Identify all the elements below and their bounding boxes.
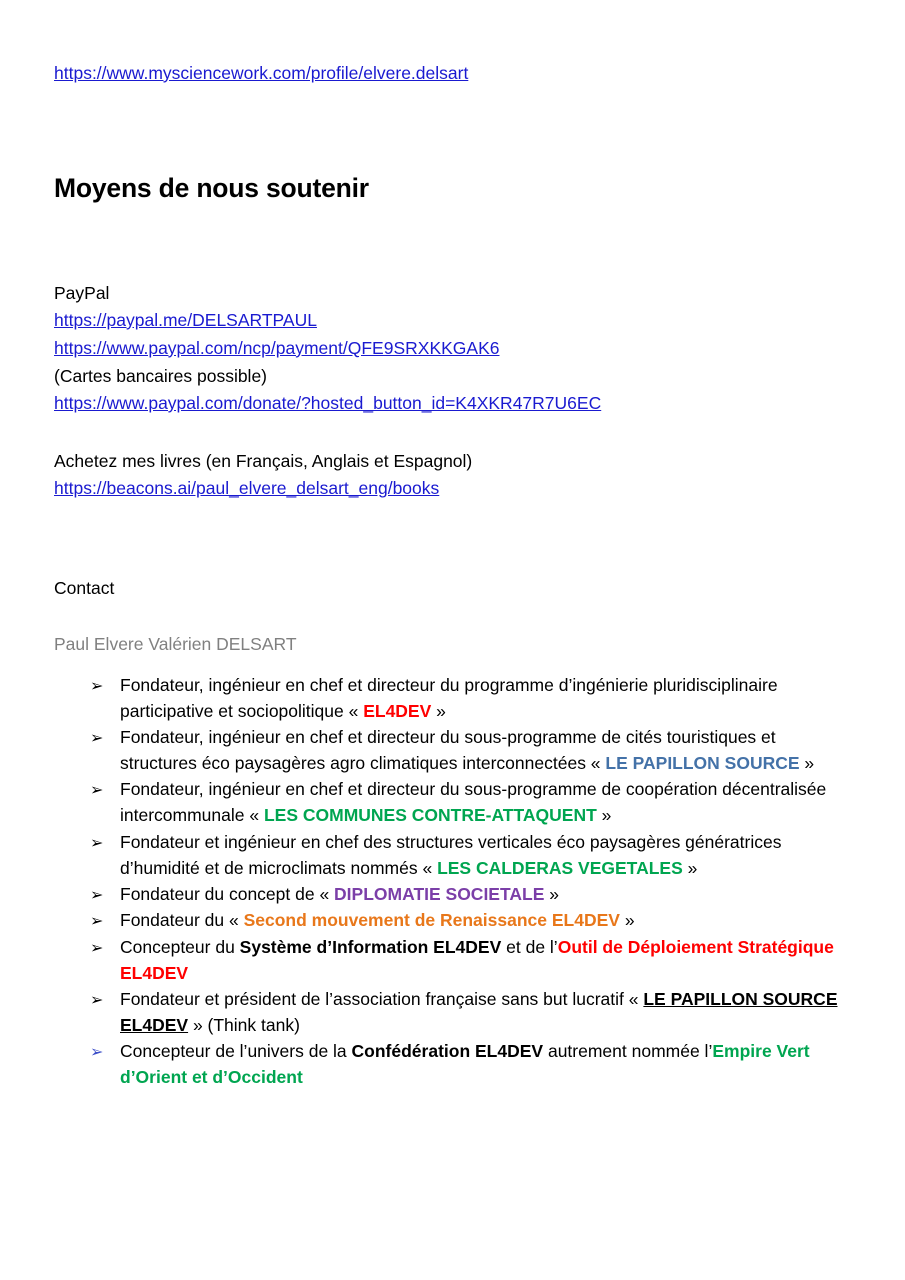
arrow-bullet-icon: ➢ [90, 780, 104, 800]
role-text-segment: Fondateur du concept de « [120, 883, 335, 904]
role-item-text [120, 779, 826, 825]
role-text-segment: Concepteur du [120, 936, 240, 957]
role-text-segment: LES CALDERAS VEGETALES [437, 857, 683, 878]
page-title: Moyens de nous soutenir [54, 172, 369, 203]
role-text-segment: Concepteur de l’univers de la [120, 1041, 352, 1062]
paypal-ncp-payment-link[interactable]: https://www.paypal.com/ncp/payment/QFE9SRXKKGAK6 [54, 337, 500, 358]
role-list-item [90, 725, 851, 777]
role-text-segment: » [682, 857, 698, 878]
role-text-segment: Outil de Déploiement Stratégique EL4DEV [120, 936, 834, 983]
arrow-bullet-icon: ➢ [90, 832, 104, 852]
role-text-segment: Fondateur et président de l’association française sans but lucratif « [120, 989, 644, 1010]
contact-heading: Contact [54, 578, 115, 599]
arrow-bullet-icon: ➢ [90, 728, 104, 748]
arrow-bullet-icon: ➢ [90, 937, 104, 957]
role-list-item [90, 830, 851, 882]
role-text-segment: Empire Vert d’Orient et d’Occident [120, 1041, 810, 1088]
page-title-wrap [54, 173, 851, 204]
contact-name: Paul Elvere Valérien DELSART [54, 633, 297, 654]
arrow-bullet-icon: ➢ [90, 911, 104, 931]
role-list-item [90, 1039, 851, 1091]
role-list-item [90, 935, 851, 987]
role-text-segment: » [619, 910, 635, 931]
books-label: Achetez mes livres (en Français, Anglais et Espagnol) [54, 451, 473, 472]
role-text-segment: LE PAPILLON SOURCE EL4DEV [120, 989, 838, 1035]
profile-link-block [54, 60, 851, 87]
role-text-segment: » (Think tank) [188, 1014, 300, 1035]
paypal-label: PayPal [54, 282, 110, 303]
books-link-line [54, 475, 851, 503]
role-text-segment: LE PAPILLON SOURCE [605, 753, 800, 774]
role-item-text [120, 937, 834, 983]
role-list-item [90, 777, 851, 829]
role-text-segment: » [431, 700, 446, 721]
role-text-segment: Fondateur du « [120, 910, 244, 931]
role-text-segment: EL4DEV [363, 700, 432, 721]
arrow-bullet-icon: ➢ [90, 990, 104, 1010]
paypal-me-link[interactable]: https://paypal.me/DELSARTPAUL [54, 309, 317, 330]
roles-list [54, 673, 851, 1091]
role-list-item [90, 673, 851, 725]
role-text-segment: » [596, 805, 612, 826]
role-text-segment: Fondateur, ingénieur en chef et directeur du sous-programme de cités touristiques et structures éco paysagères agro climatiques interconnectées « [120, 727, 776, 774]
role-item-text [120, 910, 635, 930]
role-item-text [120, 675, 778, 721]
cards-note: (Cartes bancaires possible) [54, 365, 268, 386]
books-block [54, 448, 851, 503]
role-item-text [120, 832, 781, 878]
arrow-bullet-icon: ➢ [90, 1042, 104, 1062]
paypal-donate-line [54, 390, 851, 418]
role-text-segment: Confédération EL4DEV [351, 1041, 544, 1062]
role-text-segment: DIPLOMATIE SOCIETALE [334, 883, 545, 904]
paypal-ncp-line [54, 335, 851, 363]
role-text-segment: Fondateur, ingénieur en chef et directeur du programme d’ingénierie pluridisciplinaire participative et sociopolitique « [120, 674, 778, 721]
paypal-donate-link[interactable]: https://www.paypal.com/donate/?hosted_button_id=K4XKR47R7U6EC [54, 393, 602, 414]
arrow-bullet-icon: ➢ [90, 884, 104, 904]
role-text-segment: Fondateur et ingénieur en chef des structures verticales éco paysagères génératrices d’humidité et de microclimats nommés « [120, 831, 782, 878]
role-text-segment: Système d’Information EL4DEV [239, 936, 502, 957]
role-text-segment: » [544, 883, 559, 904]
paypal-me-line [54, 307, 851, 335]
role-list-item [90, 882, 851, 908]
role-text-segment: et de l’ [501, 936, 558, 957]
role-text-segment: » [799, 753, 815, 774]
contact-block [54, 575, 851, 657]
role-item-text [120, 989, 838, 1035]
paypal-block [54, 280, 851, 418]
role-item-text [120, 727, 814, 773]
role-text-segment: Fondateur, ingénieur en chef et directeur du sous-programme de coopération décentralisée intercommunale « [120, 779, 827, 826]
arrow-bullet-icon: ➢ [90, 675, 104, 695]
mysciencework-profile-link[interactable]: https://www.mysciencework.com/profile/elvere.delsart [54, 63, 469, 83]
role-text-segment: LES COMMUNES CONTRE-ATTAQUENT [263, 805, 597, 826]
role-item-text [120, 884, 559, 904]
role-text-segment: autrement nommée l’ [543, 1041, 713, 1062]
role-list-item [90, 987, 851, 1039]
role-list-item [90, 908, 851, 934]
beacons-books-link[interactable]: https://beacons.ai/paul_elvere_delsart_eng/books [54, 478, 440, 499]
role-item-text [120, 1041, 810, 1087]
role-text-segment: Second mouvement de Renaissance EL4DEV [243, 910, 620, 931]
